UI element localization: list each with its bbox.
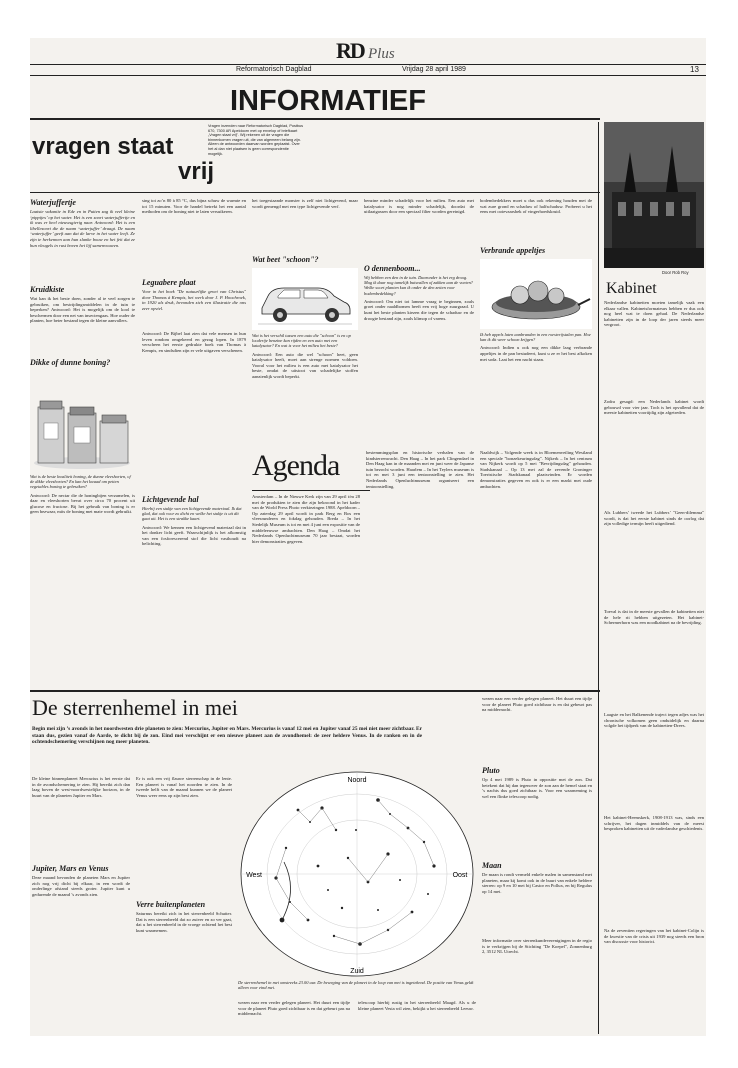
sterren-text1: De kleine binnenplaneet Mercurius is het eerste dat in de avondschemering te zien. Hij bereikt zich dan laag boven de west-noordwestelijke horizon, in de buurt van de planeten Jupiter en Mars. xyxy=(32,776,130,798)
masthead xyxy=(30,38,706,88)
masthead-rule xyxy=(30,64,706,65)
sterren-text7: Op 4 mei 1989 is Pluto in oppositie met de zon. Dat betekent dat hij dan tegenover de zon aan de hemel staat en ’s nachts dus goed zichtbaar is. Voor een waarneming is wel een flinke telescoop nodig. xyxy=(482,777,592,799)
logo-letters: RD xyxy=(336,38,364,63)
caption-dennenboom: Wij hebben een den in de tuin. Daaronder is het erg droog. Mag ik daar nog tamelijk buisvallen of zakken aan de voeten? Welke soort planten kun ik onder de den zetten voor bodembedekking? xyxy=(364,275,474,296)
kabinet-text3: Als Lubbers’ tweede het Lubbers’ "Geen-dilemma" wordt, is dat het eerste kabinet sinds de oorlog dat zijn volledige termijn heeft uitgediend. xyxy=(604,510,704,527)
issue-date: Vrijdag 28 april 1989 xyxy=(402,66,466,73)
heading-kruidkiste: Kruidkiste xyxy=(30,285,65,294)
car-illustration xyxy=(252,268,358,330)
heading-schoon: Wat beet "schoon"? xyxy=(252,255,319,264)
agenda-col1: Amsterdam – In de Nieuwe Kerk zijn van 29 april t/m 28 mei de produkten te zien die zijn bekroond in het kader van de World Press Photo verkiezingen 1988. Apeldoorn – Op zaterdag 29 april wordt in park Berg en Bos een vleesrunderen en fokdag gehouden. Breda – In het Stedelijk Museum is tot en met 4 juni een expositie van de middeleeuwse ambachten. Den Haag – Omdat het Nederlands Openluchtmuseum 70 jaar bestaat, worden hier demonstraties gegeven. xyxy=(252,494,360,544)
vragen-intro: Vragen inzenden naar Reformatorisch Dagblad, Postbus 670, 7300 AR Apeldoorn met op envelop of briefkaart „Vragen staat vrij". Wij rekenen uit de vragen die binnenkomen vragen uit, die van algemeen belang zijn. Alleen de antwoorden daarvan worden geplaatst. Over het al dan niet plaatsen is geen correspondentie mogelijk. xyxy=(208,124,304,156)
column-5 xyxy=(480,198,592,448)
heading-verbrande-appeltjes: Verbrande appeltjes xyxy=(480,246,546,255)
sterren-col4 xyxy=(482,696,592,1034)
sterren-text-col4-intro: wezen naar een verder gelegen planeet. Het duurt een tijdje voor de planeet Pluto goed zichtbaar is en dat gebeurt pas na middernacht. xyxy=(482,696,592,713)
chart-label-north: Noord xyxy=(347,777,367,784)
newspaper-page xyxy=(30,38,706,1036)
column-4 xyxy=(364,198,474,448)
column-3 xyxy=(252,198,358,448)
text-appeltjes: Antwoord: Indien u ook nog een dikke laag verbrande appeltjes in de pan bestudeert, kunt u ze er het best afkoken met soda. Laat het een nacht staan. xyxy=(480,345,592,362)
text-col4-intro: benzine minder schadelijk voor het milieu. Een auto met katalysator is nog minder schadelijk, doordat de uitlaatgassen door een speciaal filter worden gereinigd. xyxy=(364,198,474,215)
text-col5-intro: bodembedekkers moet u dus ook rekening houden met de wat zure grond en schaduw of halfschaduw. Probeert u het eens met ooievaarsbek of vingerhoedskruid. xyxy=(480,198,592,215)
kabinet-title: Kabinet xyxy=(606,280,657,297)
kabinet-text1: Nederlandse kabinetten moeten tamelijk vaak een elkaar vallen. Kabinetsformateurs hebben er dus ook nog heel wat te doen gehad. De Nederlandse kabinetten zijn in de loop der jaren steeds meer vergroot. xyxy=(604,300,704,328)
kabinet-text7: Na de zeventien regeringen van het kabinet-Colijn is de kwestie van de crisis uit 1939 nog steeds een bron van discussie voor historici. xyxy=(604,928,704,945)
paper-name: Reformatorisch Dagblad xyxy=(236,66,312,73)
chart-label-south: Zuid xyxy=(350,968,364,975)
section-rule xyxy=(30,118,600,120)
kabinet-text4: Toeval is dat in de meeste gevallen de kabinetten niet de hele rit hebben uitgezeten. Het kabinet-Schermerhorn was een noodkabinet na de bevrijding. xyxy=(604,609,704,626)
right-column-rule xyxy=(598,122,599,1034)
text-kruidkiste: Wat kan ik het beste doen, zonder al te veel zorgen te gebruiken, om bestrijdingsmiddelen in de tuin te beperken? Antwoord: Het is mogelijk om de kool te beschermen door een net van insectengaas. Hoe ouder de planten, hoe beter bestand tegen de kleine aanvallers. xyxy=(30,296,135,324)
kabinet-body xyxy=(604,300,704,1034)
agenda-block xyxy=(252,450,592,688)
kabinet-text6: Het kabinet-Heemskerk, 1908-1913 was, sinds een schrijver, het dagen inmiddels van de meest besproken kabinetten uit de vaderlandse geschiedenis. xyxy=(604,815,704,832)
sterren-text2: Deze maand bevonden de planeten Mars en Jupiter zich nog vrij dicht bij elkaar, in een wordt de onderlinge afstand steeds groter. Jupiter kunt u gedurende de maand ’s avonds zien. xyxy=(32,875,130,897)
text-col3-intro: het toegestaande monster is zelf niet lichtgevend, maar wordt gemengd met een type lichtgevende verf. xyxy=(252,198,358,209)
sterren-text6: telescoop hierbij rustig in het sterrenbeeld Maagd. Als u de kleine planeet Vesta wil zien, bekijkt u het sterrenbeeld Leeuw. xyxy=(358,1000,476,1011)
kabinet-text5: Laagste en het Balkenende traject tegen adjes was het chronische volkomen geen onduidelijk en daarna volgde het tijdperk van de kabinetten-Drees. xyxy=(604,712,704,729)
column-2 xyxy=(142,198,246,688)
vragen-headline-1: vragen staat xyxy=(32,133,174,160)
agenda-col3: Naaldwijk – Volgende week is in Bloemenveiling Westland een speciale "bonzekeuringsdag". Nijkerk – In het centrum van Nijkerk wordt op 5 mei "Bevrijdingsdag" gehouden. Stadskanaal – Op 13 mei zal de zevende Groninger Toeristische Stadskanaal plaatsvinden. Er worden demonstraties gegeven en ook is er een markt met oude ambachten. xyxy=(480,450,592,489)
kabinet-photo xyxy=(604,122,704,268)
date-rule xyxy=(30,75,706,76)
kabinet-photo-caption: Door Rob Roy xyxy=(662,270,689,275)
caption-lichtgevend: Hierbij een stukje van een lichtgevende materiaal. Ik dat glad, dat ook voor zo dicht en welke het stukje is uit dit gaat uit. Het is een strakke kaart. xyxy=(142,506,242,522)
text-leguabere-answer: Antwoord: De Bijbel laat zien dat vele mensen in hun leven rondom omgekeerd en gezag lopen. In 1879 verscheen het eerste gedrukte boek van Thomas à Kempis, en sindsdien zijn er vele uitgaven verschenen. xyxy=(142,331,246,353)
caption-boning: Wat is de beste kwaliteit boning, de dunne vleeshorten, of de dikke vleeshorten? En kan het kwaad om petten vegetables boning te gebruiken? xyxy=(30,474,131,490)
heading-waterjuffertje: Waterjuffertje xyxy=(30,198,76,207)
sterren-title: De sterrenhemel in mei xyxy=(32,695,238,720)
text-waterjuffertje: Laatste vakantie in Ede en in Putten zag ik veel kleine ‘pippijes’ op het water. Het is een soort waterjuffertje en ik was er heel nieuwsgierig naar. Antwoord: Het is een libellesoort die de naam ‘waterjuffer’ draagt. De naam ‘waterjuffer’ geeft aan dat de larve in het water leeft. Ze zijn te herkennen aan hun slanke bouw en het feit dat ze hun vleugels in rust boven het lijf samenvouwen. xyxy=(30,209,135,248)
heading-boning: Dikke of dunne boning? xyxy=(30,358,111,367)
chart-label-east: Oost xyxy=(452,872,468,879)
sterren-heading-verre: Verre buitenplaneten xyxy=(136,900,206,909)
apples-pan-illustration xyxy=(480,259,592,329)
sterren-heading-pluto: Pluto xyxy=(482,766,500,775)
agenda-col2: bestemmingsplan en historische verhalen van de kindsterrenwacht. Den Haag – In het park Clingendael in Den Haag kan in de maanden mei en juni weer de Japanse tuin bezocht worden. Haarlem – In het Teylers museum is tot en met 3 juni een tentoonstelling te zien. Het Nederlands Openluchtmuseum organiseert een tentoonstelling. xyxy=(366,450,474,489)
sterren-lead: Begin mei zijn ’s avonds in het noordwesten drie planeten te zien: Mercurius, Jupiter en Mars. Mercurius is vanaf 12 mei en Jupiter vanaf 25 mei niet meer zichtbaar. Er staan dus, gezien vanaf de Aarde, te dicht bij de zon. Eind mei verschijnt er een nieuwe planeet aan de avondhemel: de zeer heldere Venus. In de ranken en in de ochtendschemering verschijnen nog meer planeten. xyxy=(32,726,422,746)
star-chart-caption: De sterrenhemel in mei omstreeks 23.00 uur. De beweging van de planeet in de loop van mei is ingetekend. De positie van Venus geldt alleen voor eind mei. xyxy=(238,980,474,991)
vragen-rule xyxy=(30,192,600,193)
honey-jars-illustration xyxy=(30,371,135,471)
kabinet-text2: Zodra gesagd: een Nederlands kabinet wordt gebouwd voor vier jaar. Toch is het opvallend dat de meeste kabinetten voortijdig zijn afgetreden. xyxy=(604,399,704,416)
sterren-text9: Meer informatie over sterrenkundeverenigingen in de regio is te verkrijgen bij de Stichting "De Koepel", Zonnenburg 2, 3512 NL Utrecht. xyxy=(482,938,592,955)
text-lichtgevend: Antwoord: We kennen een lichtgevend materiaal dat in het donker licht geeft. Waarschijnlijk is het afkomstig van een fosforescerend stof die licht vasthoudt na belichting. xyxy=(142,524,246,547)
text-leguabere-question: Voor in het boek "De natuurlijke groei van Christus" door Thomas à Kempis, het werk door J. P. Hoochroek, in 1920 als druk, bevonden zich een illustratie die ons zeer opviel. xyxy=(142,289,246,311)
text-boning: Antwoord: De nectar die de honingbijen verzamelen, is daar en vleeshorten bevat over circa 70 procent uit glucose en fructose. Bij het gebruik van boning is er geen bezwaar, mits de boning met mate wordt gebruikt. xyxy=(30,492,135,515)
page-number: 13 xyxy=(690,65,699,74)
text-dennenboom: Antwoord: Om niet tot lamme vraag te beginnen, zoals groei onder naaldbomen heeft een vrij hoge zuurgraad. U kunt het beste planten kiezen die tegen de schaduw en de droogte bestand zijn, zoals klimop of varens. xyxy=(364,298,474,321)
sterren-text5: wezen naar een verder gelegen planeet. Het duurt een tijdje voor de planeet Pluto goed zichtbaar is en dat gebeurt pas na middernacht. xyxy=(238,1000,350,1017)
chart-label-west: West xyxy=(246,872,262,879)
text-schoon: Antwoord: Een auto die wel "schoon" heet, geen katalysator heeft, moet aan strenge normen voldoen. Vooral voor het milieu is een auto met katalysator het beste, omdat de uitstoot van schadelijke stoffen aanzienlijk wordt beperkt. xyxy=(252,351,358,379)
agenda-title: Agenda xyxy=(252,450,340,482)
section-title: INFORMATIEF xyxy=(230,85,426,117)
sterren-heading-jupiter: Jupiter, Mars en Venus xyxy=(32,864,109,873)
star-chart-svg xyxy=(238,770,476,978)
column-1 xyxy=(30,198,135,688)
heading-leguabere-plaat: Leguabere plaat xyxy=(142,278,196,287)
heading-dennenboom: O dennenboom... xyxy=(364,264,421,273)
caption-schoon: Wat is het verschil tussen een auto die "schoon" is en op loodvrije benzine kan rijden en een auto met een katalysator? En wat is voor het milieu het beste? xyxy=(252,333,351,349)
sterren-heading-maan: Maan xyxy=(482,861,502,870)
agenda-rule xyxy=(252,490,370,491)
heading-lichtgevende-hal: Lichtgevende hal xyxy=(142,495,199,504)
sterren-col1 xyxy=(32,776,130,1034)
sterren-text4: Saturnus bereikt zich in het sterrenbeeld Schutter. Dat is een sterrenbeeld dat zo zuiver en zo ver gaat, dat u het sterrenbeeld in de vroege ochtend het best kunt waarnemen. xyxy=(136,911,232,933)
vragen-headline-2: vrij xyxy=(178,158,215,185)
sterren-text8: De maan is rondt vermeld enkele malen in samenstand met planeten, maar kij komt ook in de buurt van enkele heldere sterren: op 9 en 10 mei bij Castor en Pollux, en bij Regulus op 14 mei. xyxy=(482,872,592,894)
sterren-col2 xyxy=(136,776,232,978)
sterren-text3: Er is ook een vrij flauwe sterrenschap in de lente. Een planeet is vanaf het noorden te zien. In de tweede helft van de maand kunnen we de planeet Venus weer eens op zijn best zien. xyxy=(136,776,232,798)
text-col2-intro: sing tot zo’n 80 à 85 °C, dus bijna schuw de warmte en tot 15 minuten. Voor de handel betrekt het een aantal methoden om de honing niet te laten versuikeren. xyxy=(142,198,246,215)
sterren-rule-top xyxy=(30,690,600,692)
caption-appeltjes: Ik heb appels laten aanbranden in een roestvrijstalen pan. Hoe kan ik dit weer schoon krijgen? xyxy=(480,332,591,343)
logo-script: Plus xyxy=(368,46,395,62)
star-chart xyxy=(238,770,476,978)
